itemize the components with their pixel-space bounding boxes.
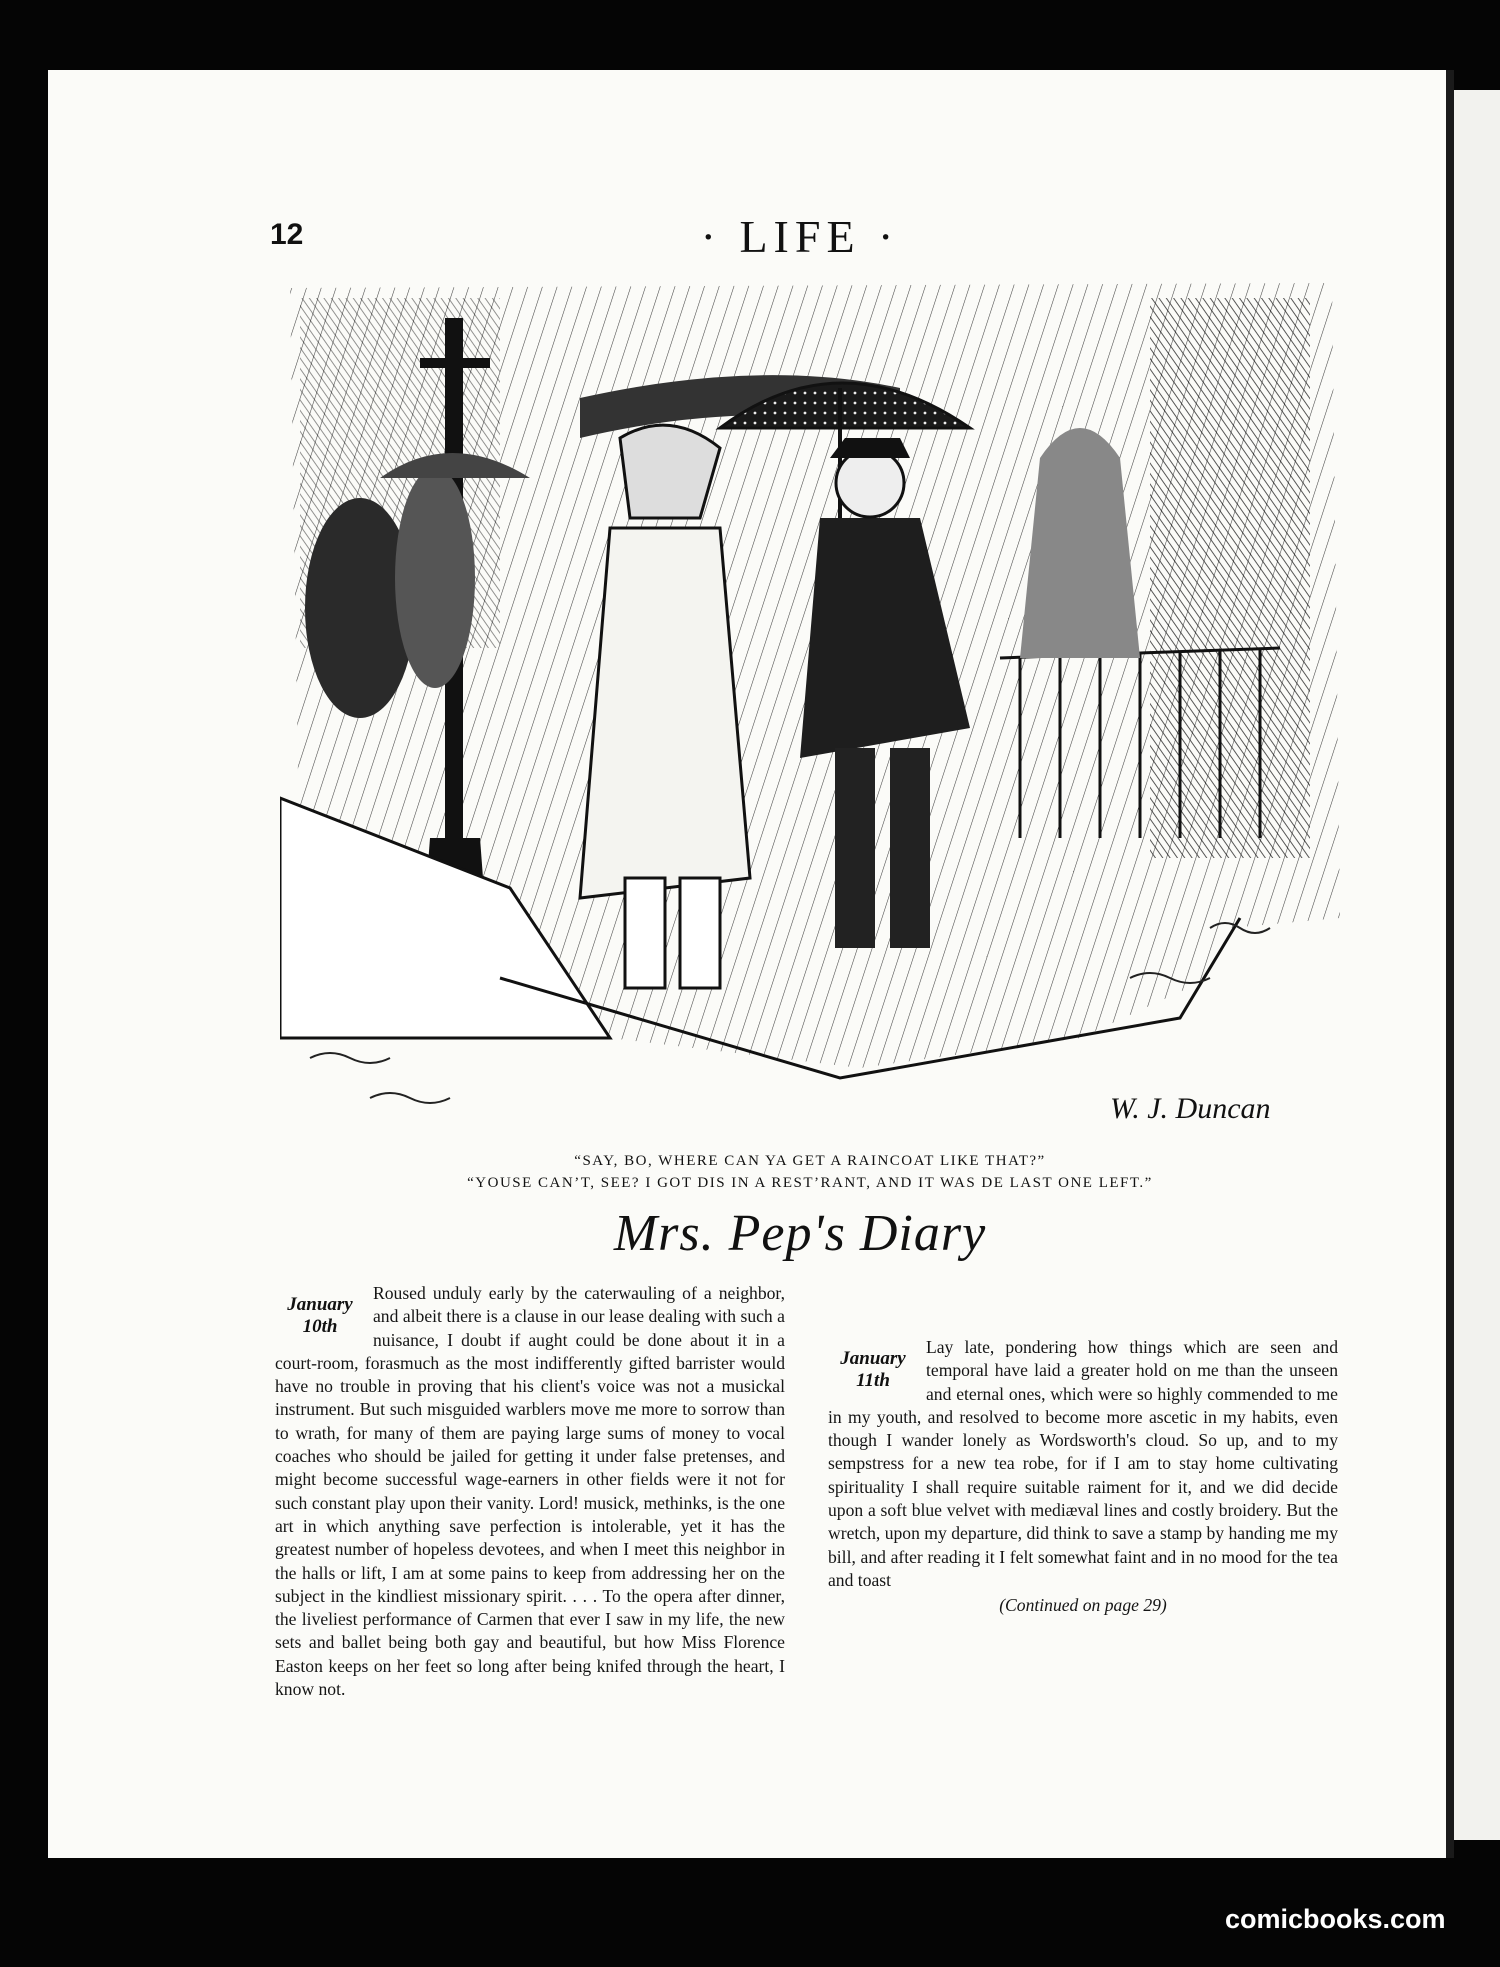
date-month: January xyxy=(840,1348,906,1369)
entry-date-january-11 xyxy=(828,1348,918,1392)
watermark: comicbooks.com xyxy=(1225,1904,1446,1934)
entry-date-january-10 xyxy=(275,1294,365,1338)
date-day: 11th xyxy=(856,1370,890,1391)
diary-entry-january-10: Roused unduly early by the caterwauling of a neighbor, and albeit there is a clause in our lease dealing with such a nuisance, I doubt if aught could be done about it in a court-room, forasmuch as the most indifferently gifted barrister would have no trouble in proving that his client's voice was not a musickal instrument. But such misguided warblers move me more to sorrow than to wrath, for many of them are paying large sums of money to vocal coaches who should be jailed for getting it under false pretenses, and might become successful wage-earners in other fields were it not for such constant play upon their vanity. Lord! musick, methinks, is the one art in which anything save perfection is intolerable, yet it has the greatest number of hopeless devotees, and when I meet this neighbor in the halls or lift, I am at some pains to keep from addressing her on the subject in the kindliest missionary spirit. . . . To the opera after dinner, the liveliest performance of Carmen that ever I saw in my life, the new sets and ballet being both gay and beautiful, but how Miss Florence Easton keeps on her feet so long after being knifed through the heart, I know not. xyxy=(275,1283,785,1700)
article-title: Mrs. Pep's Diary xyxy=(613,1205,987,1262)
date-day: 10th xyxy=(302,1316,338,1337)
cartoon-drawing xyxy=(280,278,1352,1138)
cartoon-illustration xyxy=(280,278,1352,1138)
continued-note: (Continued on page 29) xyxy=(999,1595,1167,1616)
caption-line-1: “SAY, BO, WHERE CAN YA GET A RAINCOAT LIKE THAT?” xyxy=(574,1153,1046,1169)
caption-line-2: “YOUSE CAN’T, SEE? I GOT DIS IN A REST’RANT, AND IT WAS DE LAST ONE LEFT.” xyxy=(467,1175,1153,1191)
diary-entry-january-11: Lay late, pondering how things which are seen and temporal have laid a greater hold on me than the unseen and eternal ones, which were so highly commended to me in my youth, and resolved to become more ascetic in my habits, even though I wander lonely as Wordsworth's cloud. So up, and to my sempstress for a new tea robe, for if I am to stay home cultivating spirituality I shall require suitable raiment for it, and we did decide upon a soft blue velvet with mediæval lines and costly broidery. But the wretch, upon my departure, did think to save a stamp by handing me my bill, and after reading it I felt somewhat faint and in no mood for the tea and toast xyxy=(828,1337,1338,1590)
running-head: · LIFE · xyxy=(700,211,900,262)
article-column-right xyxy=(828,1282,1338,1618)
page-number: 12 xyxy=(270,218,304,251)
diary-entry-january-11-block xyxy=(828,1336,1338,1592)
cartoon-caption xyxy=(380,1150,1240,1194)
next-page-edge xyxy=(1454,90,1500,1840)
page-edge xyxy=(1446,70,1454,1858)
article-column-left xyxy=(275,1282,785,1701)
cartoon-signature: W. J. Duncan xyxy=(1110,1092,1271,1125)
date-month: January xyxy=(287,1294,353,1315)
